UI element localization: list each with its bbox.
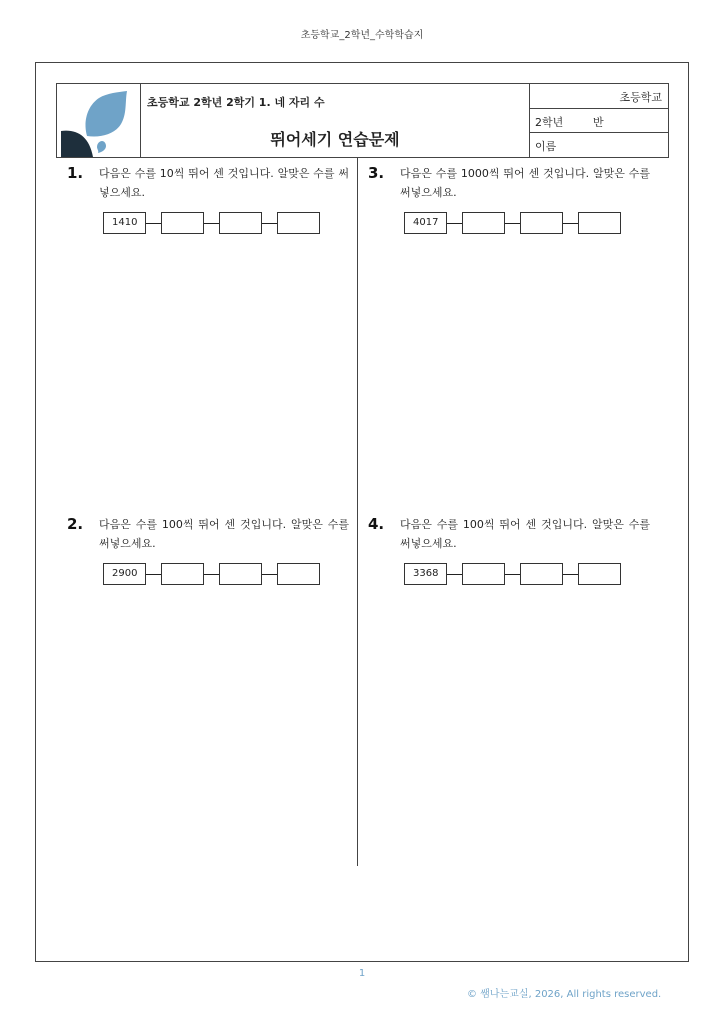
answer-box[interactable] (219, 563, 262, 585)
name-label: 이름 (535, 140, 557, 153)
grade-label: 2학년 (535, 116, 564, 129)
worksheet-title: 뛰어세기 연습문제 (270, 130, 400, 149)
number-chain (103, 563, 333, 587)
logo-icon (57, 84, 141, 157)
student-info (530, 84, 668, 157)
worksheet-subtitle: 초등학교 2학년 2학기 1. 네 자리 수 (147, 96, 325, 109)
start-number-box: 1410 (103, 212, 146, 234)
answer-box[interactable] (520, 212, 563, 234)
chain-connector (204, 574, 219, 575)
problem-text: 다음은 수를 100씩 뛰어 센 것입니다. 알맞은 수를 써넣으세요. (99, 518, 349, 550)
chain-connector (204, 223, 219, 224)
start-number-box: 2900 (103, 563, 146, 585)
chain-connector (563, 574, 578, 575)
problem-text: 다음은 수를 10씩 뛰어 센 것입니다. 알맞은 수를 써넣으세요. (99, 167, 349, 199)
answer-box[interactable] (578, 212, 621, 234)
grade-class-row[interactable] (530, 109, 668, 133)
problem-number: 4. (368, 515, 385, 533)
copyright-notice: © 쌤나는교실, 2026, All rights reserved. (467, 989, 662, 1000)
logo-cell (57, 84, 141, 157)
answer-box[interactable] (277, 563, 320, 585)
class-label: 반 (593, 116, 604, 129)
problem-text: 다음은 수를 1000씩 뛰어 센 것입니다. 알맞은 수를 써넣으세요. (400, 167, 650, 199)
problem-number: 1. (67, 164, 84, 182)
title-box (56, 83, 669, 158)
answer-box[interactable] (161, 212, 204, 234)
number-chain (404, 212, 634, 236)
chain-connector (505, 574, 520, 575)
name-row[interactable] (530, 133, 668, 157)
problem-number: 2. (67, 515, 84, 533)
title-text-cell (141, 84, 530, 157)
answer-box[interactable] (462, 212, 505, 234)
page-header: 초등학교_2학년_수학학습지 (300, 30, 424, 41)
answer-box[interactable] (462, 563, 505, 585)
start-number-box: 4017 (404, 212, 447, 234)
answer-box[interactable] (578, 563, 621, 585)
chain-connector (146, 223, 161, 224)
answer-box[interactable] (161, 563, 204, 585)
number-chain (404, 563, 634, 587)
chain-connector (146, 574, 161, 575)
school-label: 초등학교 (619, 91, 662, 104)
school-row (530, 84, 668, 109)
chain-connector (447, 223, 462, 224)
answer-box[interactable] (520, 563, 563, 585)
chain-connector (505, 223, 520, 224)
answer-box[interactable] (277, 212, 320, 234)
page-number: 1 (358, 968, 366, 979)
problem-number: 3. (368, 164, 385, 182)
chain-connector (563, 223, 578, 224)
problem-text: 다음은 수를 100씩 뛰어 센 것입니다. 알맞은 수를 써넣으세요. (400, 518, 650, 550)
start-number-box: 3368 (404, 563, 447, 585)
chain-connector (447, 574, 462, 575)
number-chain (103, 212, 333, 236)
chain-connector (262, 223, 277, 224)
chain-connector (262, 574, 277, 575)
answer-box[interactable] (219, 212, 262, 234)
column-divider (357, 158, 358, 866)
